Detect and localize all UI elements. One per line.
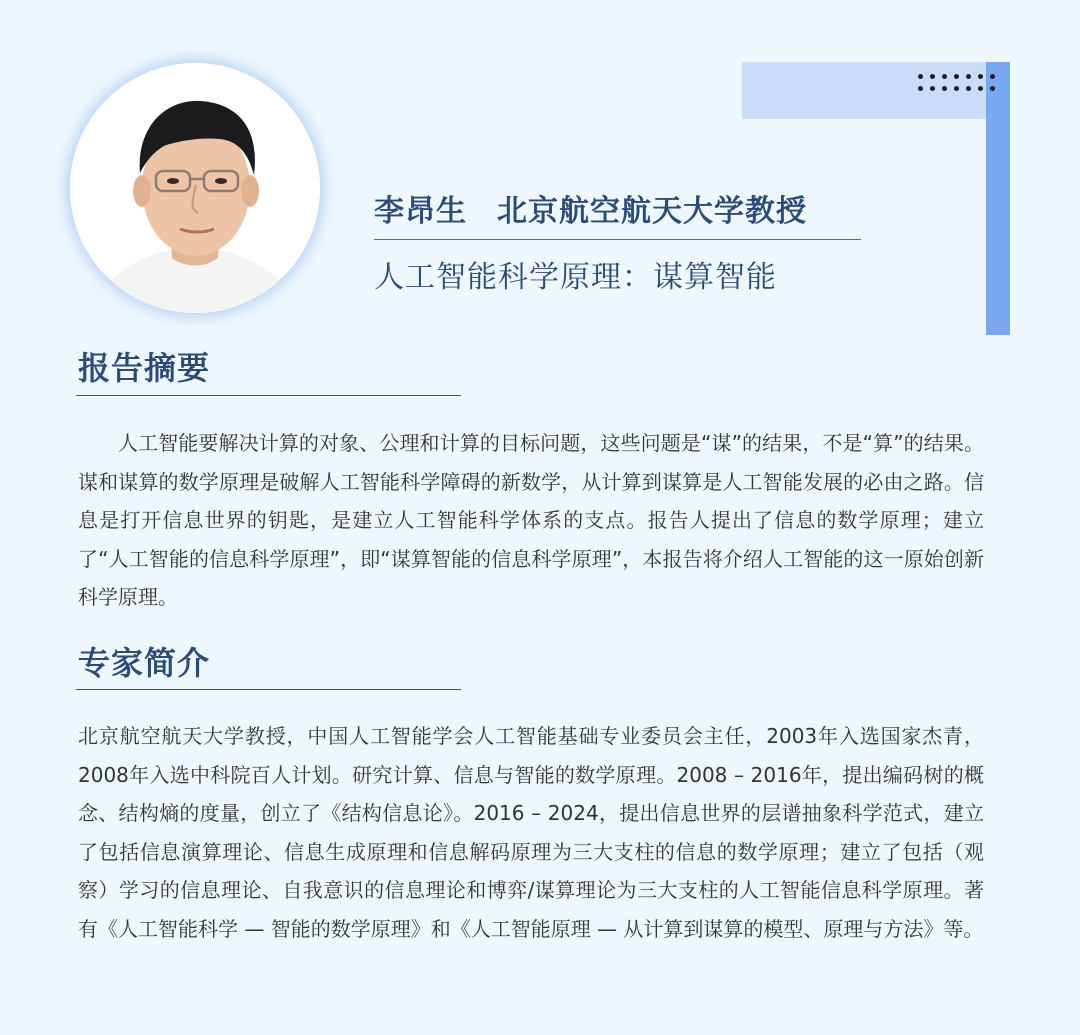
bio-text: 北京航空航天大学教授，中国人工智能学会人工智能基础专业委员会主任，2003年入选国家杰青，2008年入选中科院百人计划。研究计算、信息与智能的数学原理。2008 – 2016年，提出编码树的概念、结构熵的度量，创立了《结构信息论》。2016 – 2024，提出信息世界的层谱抽象科学范式，建立了包括信息演算理论、信息生成原理和信息解码原理为三大支柱的信息的数学原理；建立了包括（观察）学习的信息理论、自我意识的信息理论和博弈/谋算理论为三大支柱的人工智能信息科学原理。著有《人工智能科学 — 智能的数学原理》和《人工智能原理 — 从计算到谋算的模型、原理与方法》等。 bbox=[78, 724, 984, 941]
speaker-photo bbox=[70, 63, 320, 313]
abstract-divider bbox=[76, 395, 461, 396]
speaker-portrait-icon bbox=[70, 63, 320, 313]
talk-title: 人工智能科学原理：谋算智能 bbox=[374, 260, 777, 295]
speaker-heading bbox=[374, 186, 807, 230]
bio-heading: 专家简介 bbox=[78, 644, 211, 682]
speaker-name: 李昂生 bbox=[374, 194, 467, 229]
abstract-heading: 报告摘要 bbox=[78, 349, 211, 387]
bio-divider bbox=[76, 689, 461, 690]
abstract-text: 人工智能要解决计算的对象、公理和计算的目标问题，这些问题是“谋”的结果，不是“算”的结果。谋和谋算的数学原理是破解人工智能科学障碍的新数学，从计算到谋算是人工智能发展的必由之路。信息是打开信息世界的钥匙，是建立人工智能科学体系的支点。报告人提出了信息的数学原理；建立了“人工智能的信息科学原理”，即“谋算智能的信息科学原理”，本报告将介绍人工智能的这一原始创新科学原理。 bbox=[78, 431, 984, 609]
header-divider bbox=[374, 239, 861, 240]
decorative-bar-vertical bbox=[986, 62, 1010, 335]
speaker-affiliation: 北京航空航天大学教授 bbox=[497, 194, 807, 229]
dot-grid-icon bbox=[918, 74, 1002, 98]
